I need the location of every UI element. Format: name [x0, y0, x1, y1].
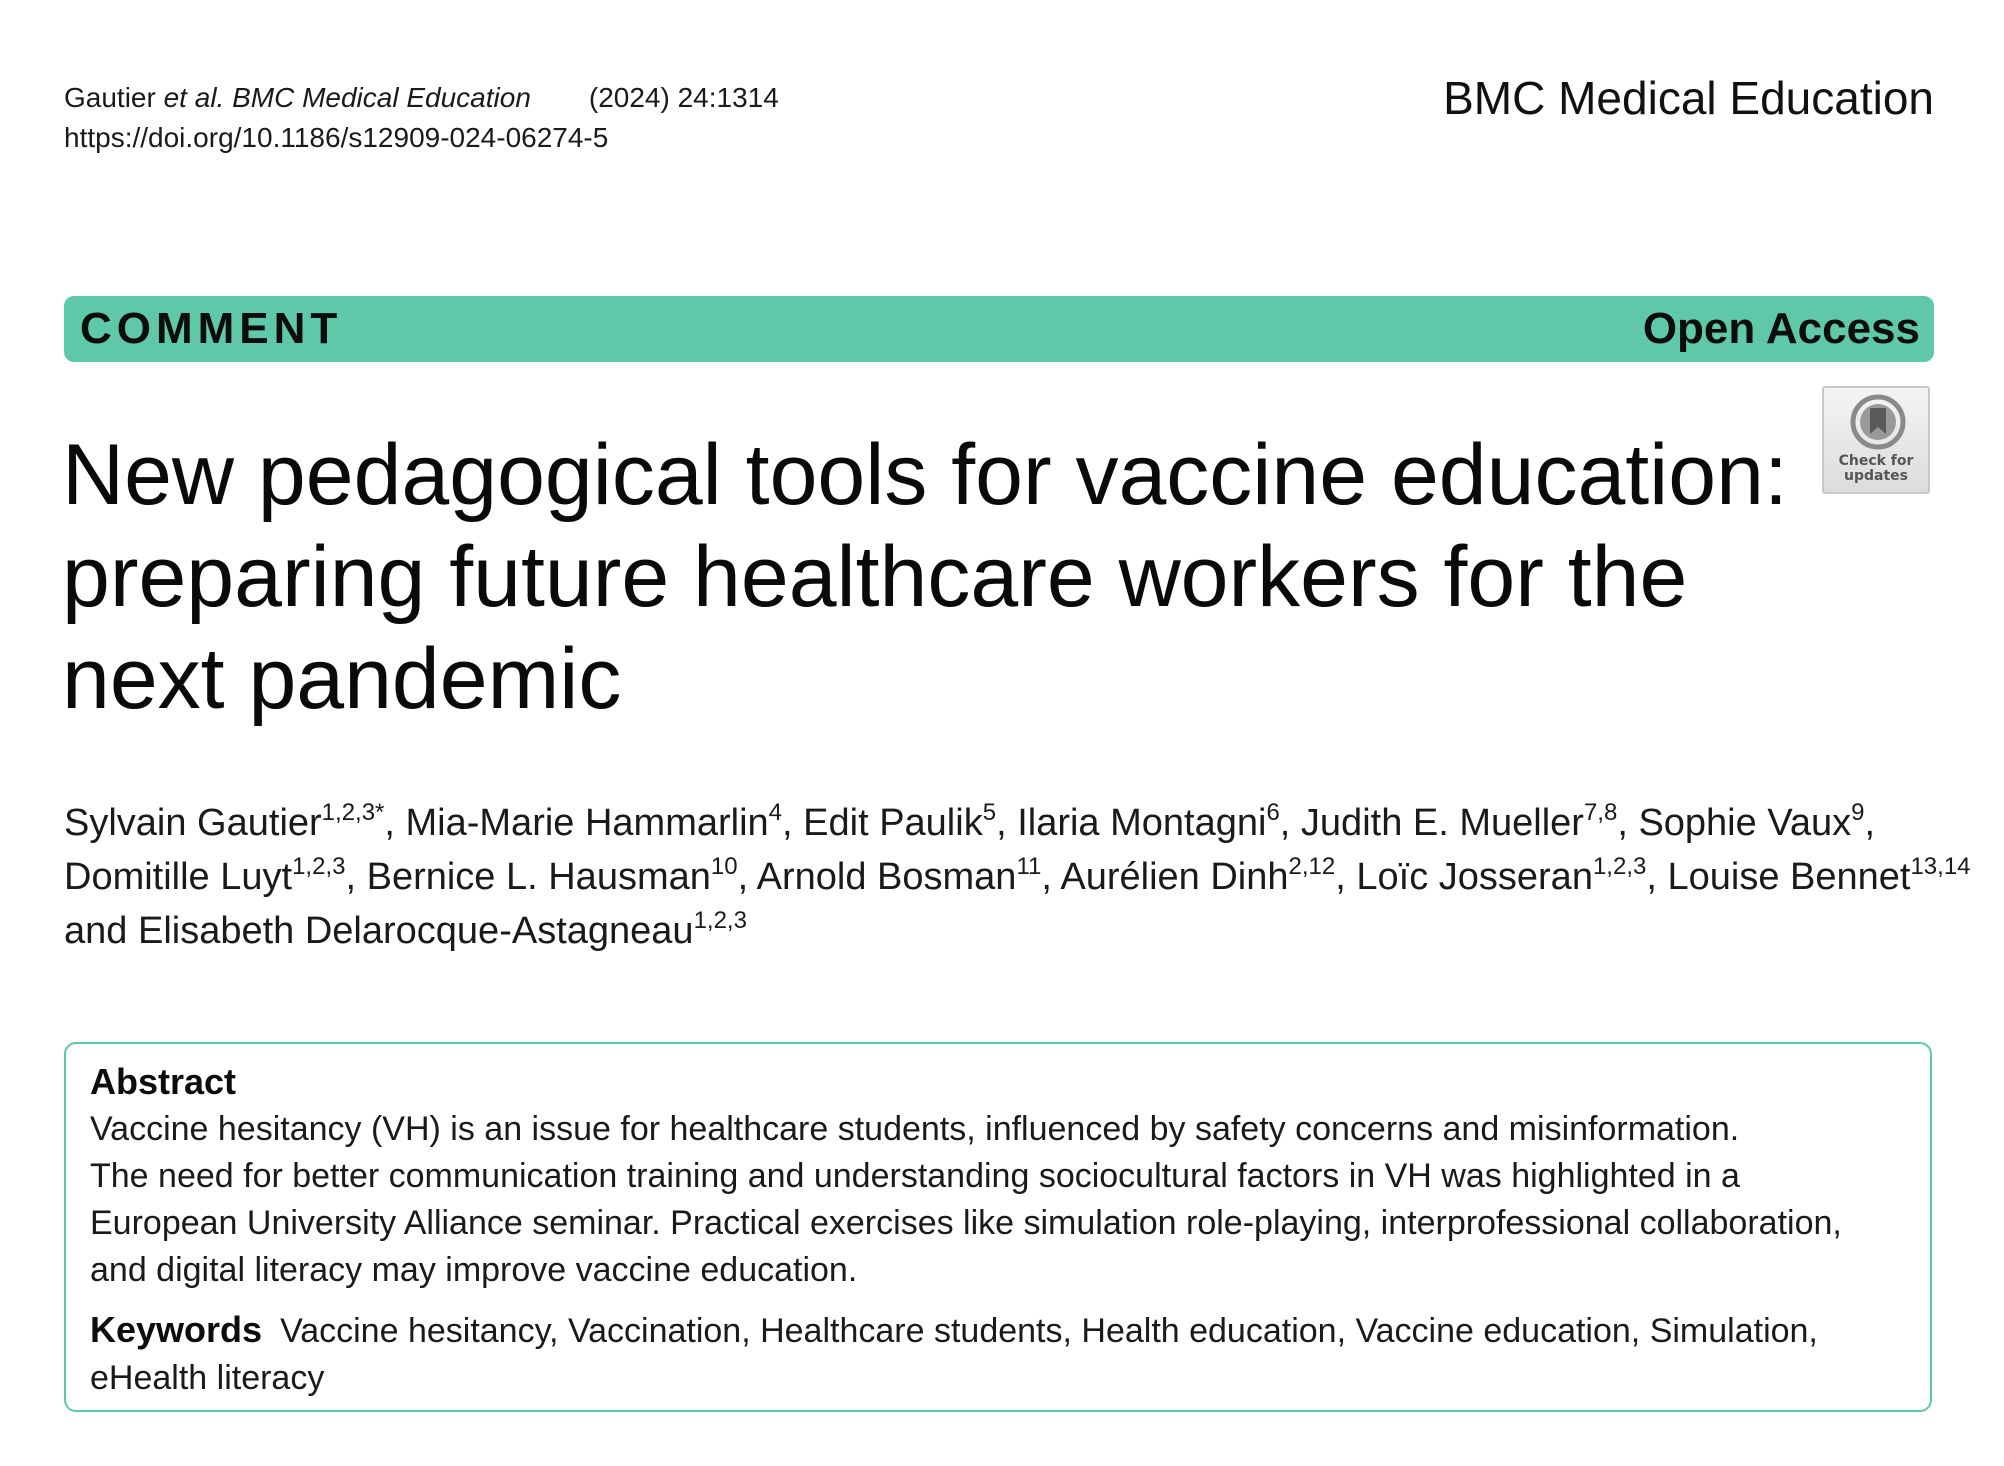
author-name[interactable]: Ilaria Montagni	[1017, 802, 1267, 844]
affiliation-marker[interactable]: 1,2,3*	[321, 799, 385, 826]
affiliation-marker[interactable]: 6	[1266, 799, 1280, 826]
author-name[interactable]: Elisabeth Delarocque-Astagneau	[137, 910, 694, 952]
abstract-line: Vaccine hesitancy (VH) is an issue for healthcare students, influenced by safety concerns and misinformation.	[90, 1110, 1740, 1148]
title-line: next pandemic	[62, 631, 622, 727]
article-title	[62, 424, 1802, 730]
citation-line	[64, 78, 779, 118]
doi-link[interactable]: https://doi.org/10.1186/s12909-024-06274-5	[64, 122, 609, 153]
affiliation-marker[interactable]: 10	[710, 853, 738, 880]
abstract-box	[64, 1042, 1932, 1412]
journal-title: BMC Medical Education	[1443, 72, 1934, 124]
affiliation-marker[interactable]: 1,2,3	[292, 853, 346, 880]
article-type-label: COMMENT	[80, 304, 343, 353]
author-conjunction: and	[64, 910, 138, 952]
affiliation-marker[interactable]: 4	[768, 799, 783, 826]
keywords-section	[90, 1306, 1910, 1402]
affiliation-marker[interactable]: 2,12	[1288, 853, 1336, 880]
author-name[interactable]: Aurélien Dinh	[1060, 856, 1289, 898]
citation-journal: BMC Medical Education	[224, 82, 531, 113]
author-line	[64, 904, 1924, 958]
author-name[interactable]: Domitille Luyt	[64, 856, 293, 898]
author-line: Sylvain Gautier$^{1,2,3*}$, Mia-Marie Hammarlin$^4$, Edit Paulik$^5$, Ilaria Montagni$^6$, Judith E. Mueller$^{7,8}$, Sophie Vaux$^9$,	[64, 799, 1876, 844]
citation-issue: (2024) 24:1314	[588, 82, 779, 113]
author-name[interactable]: Judith E. Mueller	[1300, 802, 1584, 844]
bookmark-icon	[1850, 394, 1906, 450]
open-access-label: Open Access	[1642, 304, 1920, 353]
title-line: preparing future healthcare workers for the	[62, 529, 1688, 625]
keywords-list-continued: eHealth literacy	[90, 1359, 325, 1397]
author-name[interactable]: Bernice L. Hausman	[366, 856, 711, 898]
title-line: New pedagogical tools for vaccine education:	[62, 427, 1788, 523]
author-name[interactable]: Louise Bennet	[1667, 856, 1911, 898]
affiliation-marker[interactable]: 1,2,3	[693, 907, 747, 934]
abstract-line: The need for better communication training and understanding sociocultural factors in VH was highlighted in a	[90, 1157, 1740, 1195]
article-type-banner	[64, 296, 1934, 362]
abstract-line: and digital literacy may improve vaccine education.	[90, 1251, 858, 1289]
citation-header	[64, 78, 779, 158]
abstract-line: European University Alliance seminar. Practical exercises like simulation role-playing, interprofessional collaboration,	[90, 1204, 1842, 1242]
author-name[interactable]: Edit Paulik	[803, 802, 983, 844]
author-name[interactable]: Mia-Marie Hammarlin	[405, 802, 769, 844]
author-name[interactable]: Sophie Vaux	[1638, 802, 1852, 844]
check-for-updates-label	[1824, 454, 1928, 484]
affiliation-marker[interactable]: 13,14	[1910, 853, 1971, 880]
affiliation-marker[interactable]: 9	[1851, 799, 1865, 826]
keywords-label: Keywords	[90, 1309, 263, 1350]
citation-etal: et al.	[163, 82, 225, 113]
author-name[interactable]: Sylvain Gautier	[64, 802, 322, 844]
author-name[interactable]: Arnold Bosman	[756, 856, 1017, 898]
abstract-heading: Abstract	[90, 1061, 237, 1102]
abstract-body	[90, 1106, 1910, 1294]
affiliation-marker[interactable]: 11	[1016, 853, 1042, 880]
affiliation-marker[interactable]: 5	[982, 799, 997, 826]
author-line: Domitille Luyt$^{1,2,3}$, Bernice L. Hausman$^{10}$, Arnold Bosman$^{11}$, Aurélien Dinh$^{2,12}$, Loïc Josseran$^{1,2,3}$, Louise Bennet$^{13,14}$	[64, 853, 1971, 898]
citation-author: Gautier	[64, 82, 164, 113]
author-name[interactable]: Loïc Josseran	[1356, 856, 1593, 898]
affiliation-marker[interactable]: 7,8	[1583, 799, 1618, 826]
badge-line-1: Check for	[1838, 453, 1914, 469]
author-list	[64, 796, 1971, 958]
affiliation-marker[interactable]: 1,2,3	[1592, 853, 1647, 880]
badge-line-2: updates	[1844, 468, 1908, 484]
keywords-list: Vaccine hesitancy, Vaccination, Healthcare students, Health education, Vaccine education, Simulation,	[280, 1312, 1818, 1350]
check-for-updates-button[interactable]	[1822, 386, 1930, 494]
